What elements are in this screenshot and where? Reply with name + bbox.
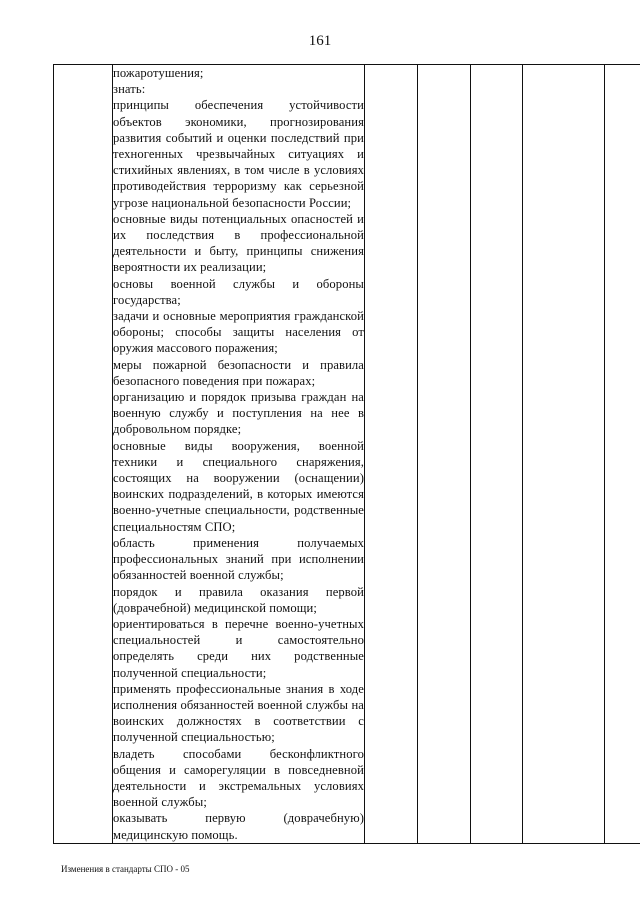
content-line: основные виды потенциальных опасностей и их последствия в профессиональной деятельности и быту, принципы снижения вероятности их реализации; <box>113 211 364 275</box>
content-line: применять профессиональные знания в ходе исполнения обязанностей военной службы на воинских должностях в соответствии с полученной специальностью; <box>113 681 364 745</box>
hours-cell <box>418 65 471 844</box>
competency-cell <box>605 65 640 844</box>
content-line: организацию и порядок призыва граждан на военную службу и поступления на нее в добровольном порядке; <box>113 390 364 437</box>
content-line: задачи и основные мероприятия гражданской обороны; способы защиты населения от оружия массового поражения; <box>113 309 364 356</box>
footer-text: Изменения в стандарты СПО - 05 <box>61 864 190 874</box>
hours-cell <box>365 65 418 844</box>
table-row <box>54 65 640 844</box>
content-line: оказывать первую (доврачебную) медицинскую помощь. <box>113 811 364 842</box>
page-number: 161 <box>308 33 332 49</box>
content-line: порядок и правила оказания первой (доврачебной) медицинской помощи; <box>113 584 364 615</box>
content-line: основы военной службы и обороны государства; <box>113 276 364 307</box>
content-line: меры пожарной безопасности и правила безопасного поведения при пожарах; <box>113 357 364 388</box>
content-line: ориентироваться в перечне военно-учетных специальностей и самостоятельно определять среди них родственные полученной специальности; <box>113 616 364 680</box>
content-line: владеть способами бесконфликтного общения и саморегуляции в повседневной деятельности и экстремальных условиях военной службы; <box>113 746 364 810</box>
content-line: пожаротушения; <box>113 66 204 80</box>
curriculum-table <box>53 64 640 844</box>
content-line: основные виды вооружения, военной техники и специального снаряжения, состоящих на вооружении (оснащении) воинских подразделений, в которых имеются военно-учетные специальности, родственные специальностям СПО; <box>113 438 364 534</box>
content-cell <box>113 65 365 844</box>
content-line: область применения получаемых профессиональных знаний при исполнении обязанностей военной службы; <box>113 535 364 583</box>
content-line: принципы обеспечения устойчивости объектов экономики, прогнозирования развития событий и оценки последствий при техногенных чрезвычайных ситуациях и стихийных явлениях, в том числе в условиях противодействия терроризму как серьезной угрозе национальной безопасности России; <box>113 98 364 210</box>
content-line: знать: <box>113 82 146 97</box>
hours-cell <box>471 65 523 844</box>
code-cell <box>54 65 113 844</box>
discipline-cell <box>523 65 605 844</box>
